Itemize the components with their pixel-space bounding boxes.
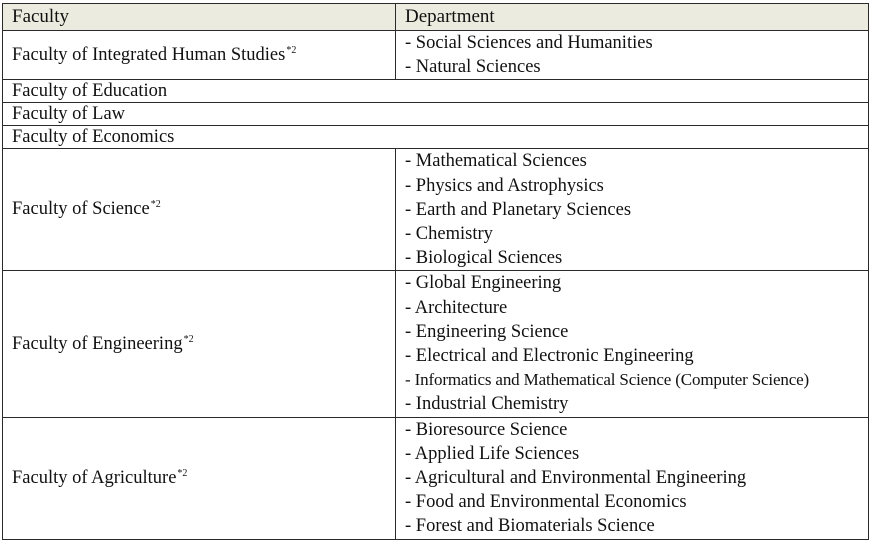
footnote-marker: *2 [286, 44, 297, 56]
faculty-name: Faculty of Integrated Human Studies [12, 44, 286, 65]
faculty-cell [3, 80, 869, 103]
department-name: Biological Sciences [415, 248, 563, 269]
department-cell [396, 271, 869, 417]
bullet-dash: - [405, 492, 412, 513]
department-item [405, 55, 868, 79]
department-item [405, 368, 868, 392]
department-item [405, 442, 868, 466]
department-name: Bioresource Science [415, 419, 568, 440]
header-row [3, 4, 869, 31]
bullet-dash: - [405, 33, 412, 53]
faculty-department-table [2, 3, 869, 540]
bullet-dash: - [405, 419, 412, 440]
department-item [405, 320, 868, 344]
faculty-name: Faculty of Science [12, 199, 150, 220]
bullet-dash: - [405, 151, 412, 172]
bullet-dash: - [405, 321, 412, 342]
bullet-dash: - [405, 199, 412, 220]
bullet-dash: - [405, 468, 412, 489]
faculty-name: Faculty of Engineering [12, 333, 183, 354]
department-cell [396, 149, 869, 271]
department-cell [396, 417, 869, 539]
department-cell [396, 31, 869, 80]
department-name: Earth and Planetary Sciences [415, 199, 632, 220]
bullet-dash: - [405, 370, 411, 390]
department-item [405, 344, 868, 368]
bullet-dash: - [405, 248, 412, 269]
bullet-dash: - [405, 297, 412, 318]
faculty-cell [3, 417, 396, 539]
table-row [3, 31, 869, 80]
table-row [3, 149, 869, 271]
department-item [405, 418, 868, 442]
faculty-cell [3, 103, 869, 126]
department-item [405, 392, 868, 416]
department-item [405, 149, 868, 173]
faculty-name: Faculty of Economics [12, 126, 175, 147]
bullet-dash: - [405, 224, 412, 245]
department-list [405, 149, 868, 270]
department-header: Department [396, 4, 869, 31]
department-name: Food and Environmental Economics [415, 492, 687, 513]
department-item [405, 490, 868, 514]
department-name: Architecture [414, 297, 508, 318]
department-name: Engineering Science [415, 321, 569, 342]
faculty-cell [3, 149, 396, 271]
department-name: Natural Sciences [415, 57, 541, 78]
department-name: Informatics and Mathematical Science (Computer Science) [414, 370, 810, 390]
department-name: Agricultural and Environmental Engineering [414, 468, 747, 489]
table-row [3, 126, 869, 149]
department-item [405, 296, 868, 320]
department-item [405, 174, 868, 198]
department-name: Applied Life Sciences [414, 443, 580, 464]
footnote-marker: *2 [183, 333, 194, 345]
table-row [3, 103, 869, 126]
department-item [405, 271, 868, 295]
faculty-cell [3, 31, 396, 80]
footnote-marker: *2 [177, 467, 188, 479]
bullet-dash: - [405, 175, 412, 196]
department-name: Social Sciences and Humanities [415, 33, 653, 53]
faculty-name: Faculty of Law [12, 103, 126, 124]
department-list [405, 418, 868, 539]
bullet-dash: - [405, 57, 412, 78]
department-name: Mathematical Sciences [415, 151, 587, 172]
department-item [405, 246, 868, 270]
department-item [405, 222, 868, 246]
table-row [3, 417, 869, 539]
bullet-dash: - [405, 273, 412, 294]
department-item [405, 198, 868, 222]
faculty-cell [3, 271, 396, 417]
faculty-name: Faculty of Agriculture [12, 467, 177, 488]
footnote-marker: *2 [150, 199, 161, 211]
department-name: Global Engineering [415, 273, 562, 294]
table-row [3, 80, 869, 103]
faculty-header: Faculty [3, 4, 396, 31]
department-item [405, 466, 868, 490]
department-name: Electrical and Electronic Engineering [415, 346, 694, 367]
department-list [405, 271, 868, 416]
department-name: Forest and Biomaterials Science [415, 516, 655, 537]
table-row [3, 271, 869, 417]
bullet-dash: - [405, 394, 412, 415]
department-list [405, 31, 868, 79]
department-item [405, 31, 868, 55]
faculty-name: Faculty of Education [12, 80, 168, 101]
bullet-dash: - [405, 443, 412, 464]
department-name: Industrial Chemistry [415, 394, 569, 415]
faculty-cell [3, 126, 869, 149]
department-name: Physics and Astrophysics [415, 175, 604, 196]
bullet-dash: - [405, 346, 412, 367]
bullet-dash: - [405, 516, 412, 537]
department-name: Chemistry [415, 224, 493, 245]
department-item [405, 514, 868, 538]
